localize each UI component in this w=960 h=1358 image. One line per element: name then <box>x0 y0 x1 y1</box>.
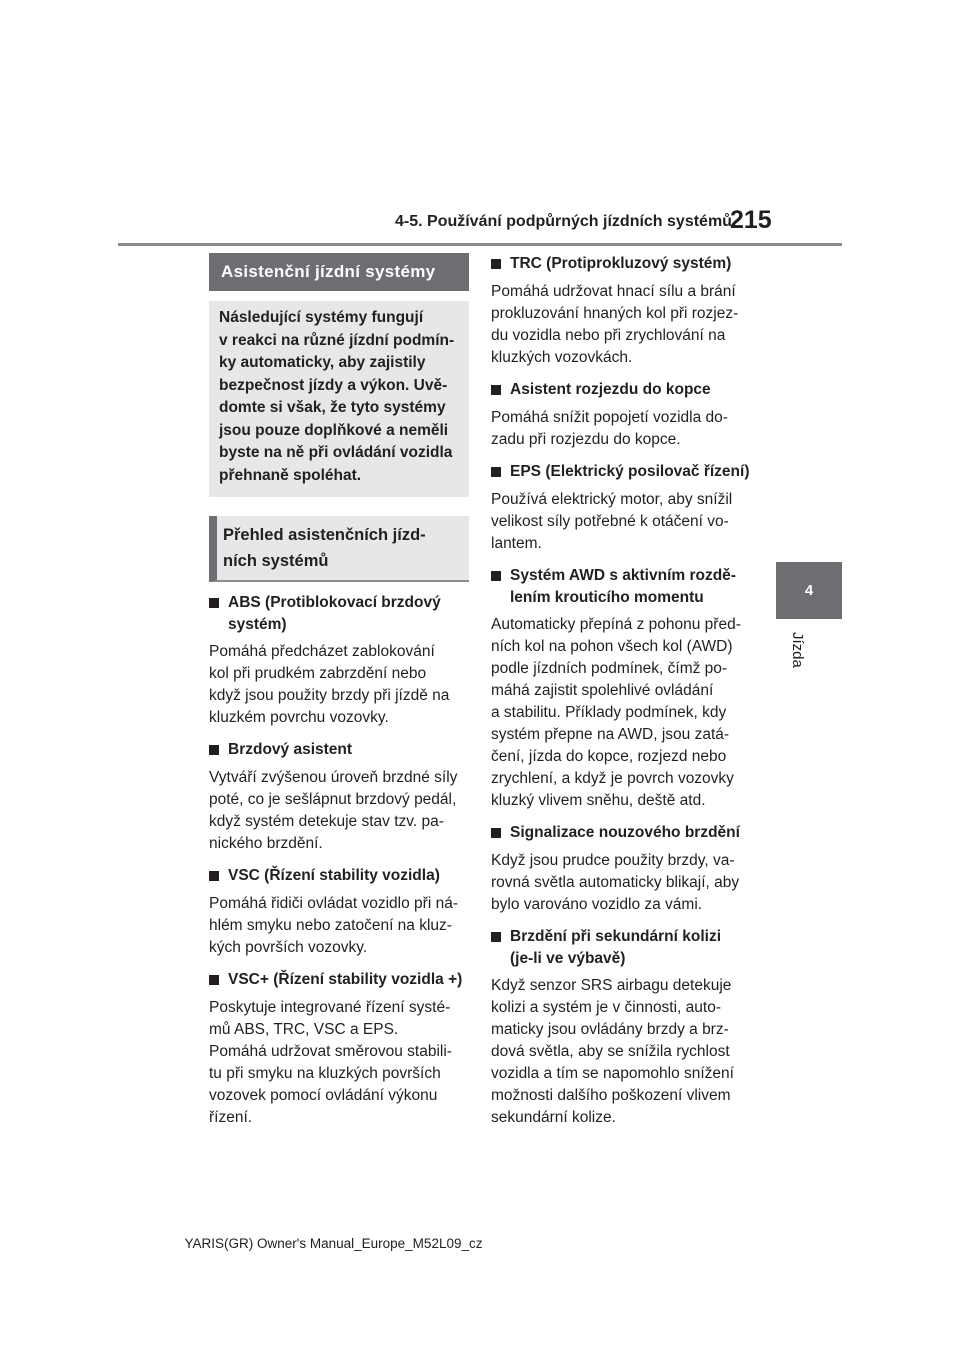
feature-title-text: EPS (Elektrický posilovač řízení) <box>510 463 750 480</box>
feature-title <box>491 565 756 609</box>
chapter-tab-number: 4 <box>804 582 814 599</box>
feature-title-text: Brzdění při sekundární kolizi (je-li ve výbavě) <box>510 928 722 967</box>
intro-box <box>209 301 469 497</box>
intro-text: Následující systémy fungují v reakci na různé jízdní podmín- ky automaticky, aby zajistily bezpečnost jízdy a výkon. Uvě- domte si však, že tyto systémy jsou pouze doplňkové a neměli byste na ně při ovládání vozidla přehnaně spoléhat. <box>219 309 455 484</box>
feature-title <box>491 379 756 402</box>
feature-item <box>491 926 756 1129</box>
feature-item <box>491 253 756 369</box>
feature-title-text: Asistent rozjezdu do kopce <box>510 381 711 398</box>
square-bullet-icon <box>209 865 228 888</box>
feature-item <box>209 739 469 855</box>
subheading-text: Přehled asistenčních jízd- ních systémů <box>223 526 426 570</box>
feature-item <box>491 461 756 555</box>
feature-description: Pomáhá předcházet zablokování kol při prudkém zabrzdění nebo když jsou použity brzdy při jízdě na kluzkém povrchu vozovky. <box>209 643 450 726</box>
feature-title-text: VSC+ (Řízení stability vozidla +) <box>228 971 463 988</box>
feature-description: Když jsou prudce použity brzdy, va- rovná světla automaticky blikají, aby bylo varováno vozidlo za vámi. <box>491 852 740 913</box>
feature-description: Pomáhá snížit popojetí vozidla do- zadu při rozjezdu do kopce. <box>491 409 728 448</box>
feature-title <box>209 739 469 762</box>
feature-description: Vytváří zvýšenou úroveň brzdné síly poté, co je sešlápnut brzdový pedál, když systém detekuje stav tzv. pa- nického brzdění. <box>209 769 458 852</box>
square-bullet-icon <box>491 926 510 970</box>
feature-title <box>491 822 756 845</box>
feature-item <box>491 379 756 451</box>
page-number: 215 <box>730 206 772 234</box>
feature-item <box>209 969 469 1129</box>
feature-title-text: Signalizace nouzového brzdění <box>510 824 740 841</box>
square-bullet-icon <box>209 739 228 762</box>
feature-description: Když senzor SRS airbagu detekuje kolizi a systém je v činnosti, auto- maticky jsou ovládány brzdy a brz- dová světla, aby se snížila rychlost vozidla a tím se napomohlo snížení možnosti dalšího poškození vlivem sekundární kolize. <box>491 977 734 1126</box>
feature-description: Automaticky přepíná z pohonu před- ních kol na pohon všech kol (AWD) podle jízdních podmínek, čímž po- máhá zajistit spolehlivé ovládání a stabilitu. Příklady podmínek, kdy systém přepne na AWD, jsou zatá- čení, jízda do kopce, rozjezd nebo zrychlení, a když je povrch vozovky kluzký vlivem sněhu, deště atd. <box>491 616 741 809</box>
chapter-tab[interactable] <box>776 562 842 619</box>
feature-item <box>491 565 756 812</box>
feature-title <box>209 969 469 992</box>
right-feature-list <box>491 253 756 1129</box>
square-bullet-icon <box>491 822 510 845</box>
feature-title <box>491 926 756 970</box>
chapter-header: 4-5. Používání podpůrných jízdních systémů <box>395 213 732 230</box>
feature-item <box>209 865 469 959</box>
feature-description: Pomáhá udržovat hnací sílu a brání prokluzování hnaných kol při rozjez- du vozidla nebo při zrychlování na kluzkých vozovkách. <box>491 283 739 366</box>
square-bullet-icon <box>209 592 228 636</box>
square-bullet-icon <box>491 565 510 609</box>
footer-text: YARIS(GR) Owner's Manual_Europe_M52L09_cz <box>184 1236 483 1251</box>
feature-title-text: Brzdový asistent <box>228 741 353 758</box>
square-bullet-icon <box>209 969 228 992</box>
left-feature-list <box>209 592 469 1129</box>
right-column <box>491 253 756 1129</box>
feature-description: Poskytuje integrované řízení systé- mů ABS, TRC, VSC a EPS. Pomáhá udržovat směrovou stabili- tu při smyku na kluzkých površích vozovek pomocí ovládání výkonu řízení. <box>209 999 452 1126</box>
feature-item <box>209 592 469 729</box>
feature-description: Pomáhá řidiči ovládat vozidlo při ná- hlém smyku nebo zatočení na kluz- kých površích vozovky. <box>209 895 458 956</box>
feature-title <box>209 592 469 636</box>
left-column <box>209 253 469 1129</box>
chapter-tab-label: Jízda <box>789 632 806 668</box>
feature-title <box>209 865 469 888</box>
header-divider <box>118 243 842 246</box>
feature-title <box>491 461 756 484</box>
square-bullet-icon <box>491 253 510 276</box>
square-bullet-icon <box>491 379 510 402</box>
feature-title-text: ABS (Protiblokovací brzdový systém) <box>228 594 441 633</box>
section-banner: Asistenční jízdní systémy <box>209 253 469 291</box>
feature-title <box>491 253 756 276</box>
overview-subheading <box>209 516 469 582</box>
feature-item <box>491 822 756 916</box>
feature-title-text: Systém AWD s aktivním rozdě- lením krouticího momentu <box>510 567 736 606</box>
feature-description: Používá elektrický motor, aby snížil velikost síly potřebné k otáčení vo- lantem. <box>491 491 733 552</box>
square-bullet-icon <box>491 461 510 484</box>
feature-title-text: VSC (Řízení stability vozidla) <box>228 867 440 884</box>
feature-title-text: TRC (Protiprokluzový systém) <box>510 255 732 272</box>
